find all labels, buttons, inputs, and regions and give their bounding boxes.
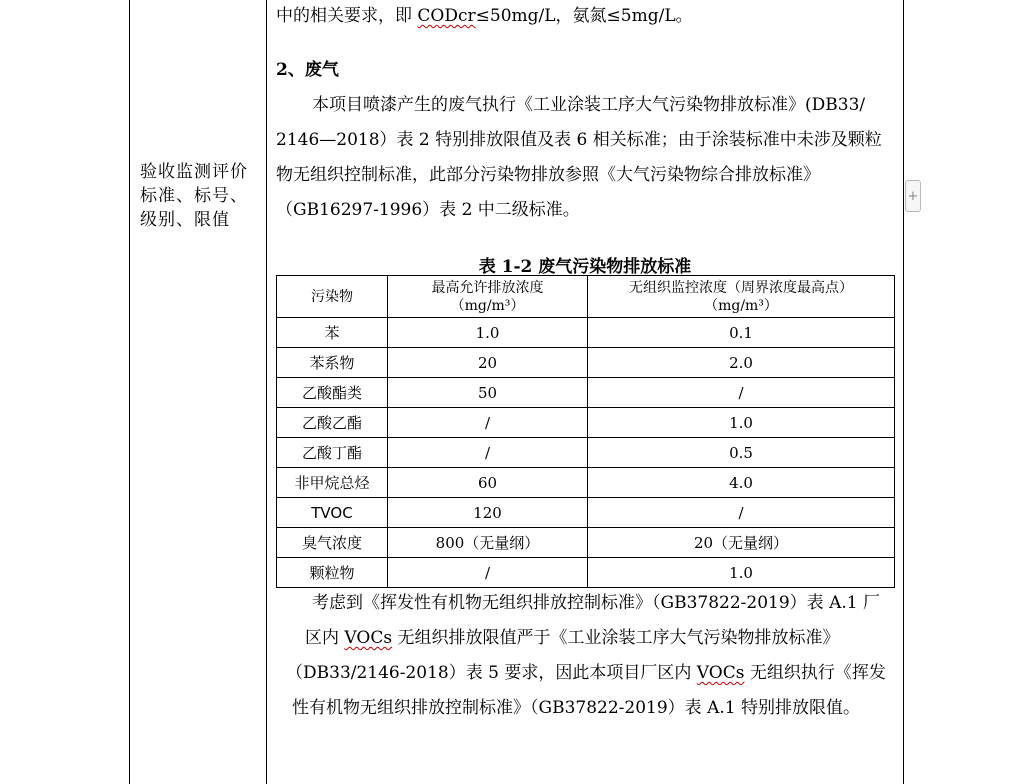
table-row <box>277 438 895 468</box>
cell-pollutant: 臭气浓度 <box>277 528 388 558</box>
para2-l3-post: 无组织执行《挥发 <box>744 663 886 683</box>
para1-line-1: 本项目喷漆产生的废气执行《工业涂装工序大气污染物排放标准》(DB33/ <box>312 95 866 115</box>
table-row <box>277 498 895 528</box>
cell-pollutant: 非甲烷总烃 <box>277 468 388 498</box>
cell-max: 120 <box>388 498 588 528</box>
cell-max: / <box>388 408 588 438</box>
para1-line-4: （GB16297-1996）表 2 中二级标准。 <box>276 200 580 220</box>
cell-max: / <box>388 438 588 468</box>
expand-plus-button[interactable] <box>905 180 921 212</box>
cell-fugitive: 2.0 <box>588 348 895 378</box>
table-row <box>277 408 895 438</box>
cell-max: 50 <box>388 378 588 408</box>
text-line-top <box>276 6 693 26</box>
cell-pollutant: 乙酸丁酯 <box>277 438 388 468</box>
table-header-row <box>277 276 895 318</box>
para2-l3-vocs: VOCs <box>696 663 745 683</box>
cell-fugitive: / <box>588 378 895 408</box>
header-max-emission-label: 最高允许排放浓度 <box>431 279 544 296</box>
cell-fugitive: / <box>588 498 895 528</box>
cell-max: 1.0 <box>388 318 588 348</box>
cell-max: 60 <box>388 468 588 498</box>
cell-pollutant: 乙酸酯类 <box>277 378 388 408</box>
para2-line-4: 性有机物无组织排放控制标准》（GB37822-2019）表 A.1 特别排放限值。 <box>292 698 860 718</box>
para2-line-2 <box>305 628 839 648</box>
para1-line-3: 物无组织控制标准，此部分污染物排放参照《大气污染物综合排放标准》 <box>276 165 820 185</box>
para2-line-1: 考虑到《挥发性有机物无组织排放控制标准》（GB37822-2019）表 A.1 厂 <box>312 593 880 613</box>
table-border-left <box>129 0 130 784</box>
cell-max: 20 <box>388 348 588 378</box>
cell-fugitive: 4.0 <box>588 468 895 498</box>
table-border-middle <box>266 0 267 784</box>
para2-l2-post: 无组织排放限值严于《工业涂装工序大气污染物排放标准》 <box>392 628 840 648</box>
text-top-post: ≤50mg/L，氨氮≤5mg/L。 <box>475 6 693 26</box>
header-max-emission <box>388 276 588 318</box>
para1-line-2: 2146—2018）表 2 特别排放限值及表 6 相关标准；由于涂装标准中未涉及颗粒 <box>276 130 882 150</box>
cell-max: / <box>388 558 588 588</box>
text-top-pre: 中的相关要求，即 <box>276 6 418 26</box>
cell-pollutant: 苯系物 <box>277 348 388 378</box>
cell-fugitive: 1.0 <box>588 408 895 438</box>
table-border-right <box>903 0 904 784</box>
cell-max: 800（无量纲） <box>388 528 588 558</box>
cell-fugitive: 0.1 <box>588 318 895 348</box>
cell-fugitive: 1.0 <box>588 558 895 588</box>
cell-fugitive: 0.5 <box>588 438 895 468</box>
table-row <box>277 528 895 558</box>
emission-standard-table <box>276 275 895 588</box>
table-caption: 表 1-2 废气污染物排放标准 <box>478 257 692 277</box>
plus-icon: + <box>907 188 919 204</box>
para2-l3-pre: （DB33/2146-2018）表 5 要求，因此本项目厂区内 <box>286 663 697 683</box>
header-fugitive-unit: （mg/m³） <box>704 297 778 314</box>
cell-pollutant: 乙酸乙酯 <box>277 408 388 438</box>
table-row <box>277 468 895 498</box>
table-row <box>277 378 895 408</box>
header-fugitive-label: 无组织监控浓度（周界浓度最高点） <box>629 279 853 296</box>
table-row <box>277 348 895 378</box>
table-row <box>277 318 895 348</box>
row-label: 验收监测评价标准、标号、级别、限值 <box>140 162 248 230</box>
cell-pollutant: 颗粒物 <box>277 558 388 588</box>
section-title: 2、废气 <box>276 60 339 80</box>
para2-l2-vocs: VOCs <box>344 628 393 648</box>
para2-line-3 <box>286 663 886 683</box>
table-row <box>277 558 895 588</box>
header-max-emission-unit: （mg/m³） <box>450 297 525 314</box>
header-fugitive <box>588 276 895 318</box>
text-top-codcr: CODcr <box>417 6 476 26</box>
para2-l2-pre: 区内 <box>305 628 345 648</box>
cell-pollutant: TVOC <box>277 498 388 528</box>
cell-fugitive: 20（无量纲） <box>588 528 895 558</box>
header-pollutant: 污染物 <box>277 276 388 318</box>
cell-pollutant: 苯 <box>277 318 388 348</box>
